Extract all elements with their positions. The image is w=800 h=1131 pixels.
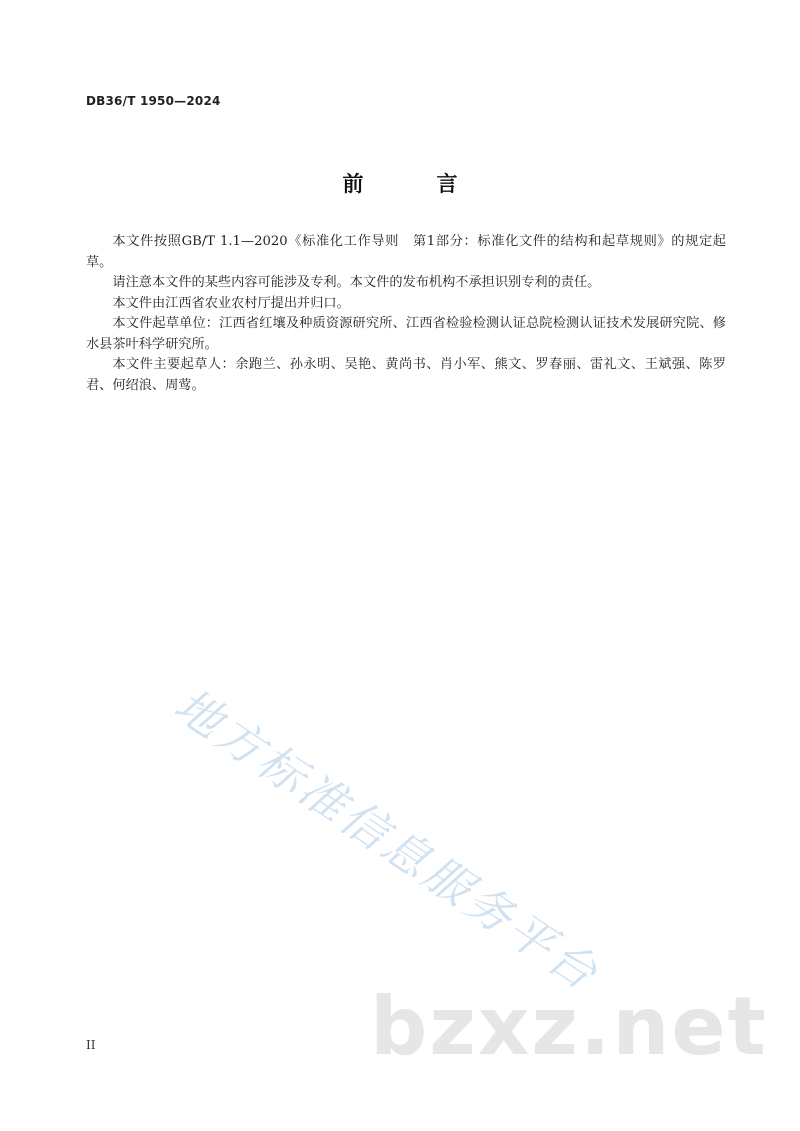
platform-watermark: 地方标准信息服务平台	[164, 677, 610, 1002]
page-number: II	[86, 1038, 96, 1052]
paragraph-patent-notice: 请注意本文件的某些内容可能涉及专利。本文件的发布机构不承担识别专利的责任。	[112, 275, 601, 290]
paragraph-drafters: 本文件主要起草人：余跑兰、孙永明、吴艳、黄尚书、肖小军、熊文、罗春丽、雷礼文、王斌强、陈罗君、何绍浪、周莺。	[86, 357, 726, 393]
page-title: 前 言	[342, 172, 484, 196]
standard-code: DB36/T 1950—2024	[86, 94, 221, 108]
foreword-body	[86, 232, 726, 396]
paragraph-drafting-rules: 本文件按照GB/T 1.1—2020《标准化工作导则 第1部分：标准化文件的结构和起草规则》的规定起草。	[86, 234, 726, 270]
paragraph-drafting-units: 本文件起草单位：江西省红壤及种质资源研究所、江西省检验检测认证总院检测认证技术发展研究院、修水县茶叶科学研究所。	[86, 316, 726, 352]
site-watermark: bzxz.net	[370, 980, 768, 1073]
paragraph-proposer: 本文件由江西省农业农村厅提出并归口。	[112, 295, 350, 311]
